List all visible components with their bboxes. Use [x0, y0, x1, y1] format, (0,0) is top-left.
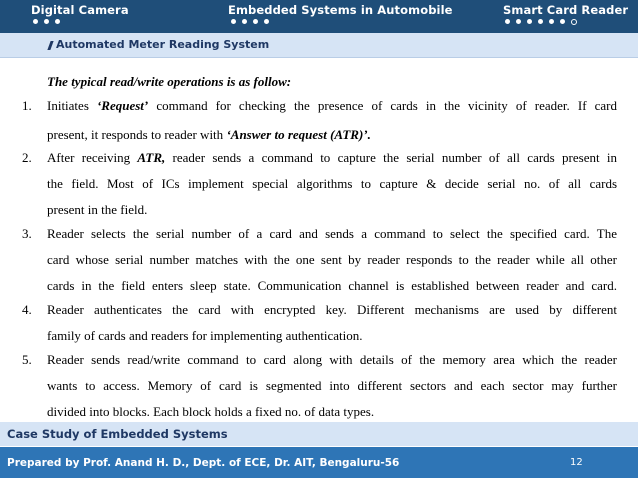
- item-number: 3.: [22, 226, 32, 241]
- subsection-title: Automated Meter Reading System: [56, 38, 270, 51]
- text-run: command for checking the presence of cards in the vicinity of reader. If card: [148, 98, 617, 113]
- item-number: 1.: [22, 98, 32, 113]
- slide-progress-dots: [33, 19, 60, 24]
- progress-dot[interactable]: [549, 19, 554, 24]
- slide-progress-dots: [231, 19, 269, 24]
- item-line: Reader selects the serial number of a card and sends a command to select the specified card. The: [47, 226, 617, 241]
- item-line: divided into blocks. Each block holds a fixed no. of data types.: [47, 404, 375, 419]
- item-line: cards in the field enters sleep state. Communication channel is established between reader and card.: [47, 278, 617, 293]
- progress-dot[interactable]: [560, 19, 565, 24]
- nav-section-title: Digital Camera: [31, 3, 129, 17]
- progress-dot[interactable]: [231, 19, 236, 24]
- progress-dot[interactable]: [55, 19, 60, 24]
- nav-section-title: Embedded Systems in Automobile: [228, 3, 453, 17]
- nav-section-smart-card-reader[interactable]: [490, 0, 638, 33]
- emphasis-text: ATR,: [137, 150, 166, 165]
- item-number: 2.: [22, 150, 32, 165]
- progress-dot[interactable]: [242, 19, 247, 24]
- page-number: 12: [570, 457, 583, 468]
- text-run: Initiates: [47, 98, 97, 113]
- nav-section-digital-camera[interactable]: [0, 0, 200, 33]
- case-study-bar: [0, 422, 638, 446]
- item-number: 5.: [22, 352, 32, 367]
- progress-dot[interactable]: [33, 19, 38, 24]
- item-line: family of cards and readers for implementing authentication.: [47, 328, 363, 343]
- item-line: [47, 98, 617, 114]
- emphasis-text: ‘Answer to request (ATR)’.: [226, 127, 371, 142]
- footer-bar: [0, 447, 638, 478]
- progress-dot[interactable]: [505, 19, 510, 24]
- case-study-title: Case Study of Embedded Systems: [7, 427, 228, 441]
- slide-progress-dots: [505, 19, 577, 25]
- item-line: [47, 150, 617, 166]
- item-line: Reader sends read/write command to card along with details of the memory area which the reader: [47, 352, 617, 367]
- progress-dot[interactable]: [44, 19, 49, 24]
- emphasis-text: ‘Request’: [96, 98, 149, 113]
- top-navigation-bar: [0, 0, 638, 33]
- item-number: 4.: [22, 302, 32, 317]
- item-line: the field. Most of ICs implement special algorithms to capture & decide serial no. of all cards: [47, 176, 617, 191]
- item-line: Reader authenticates the card with encrypted key. Different mechanisms are used by different: [47, 302, 617, 317]
- text-run: After receiving: [47, 150, 138, 165]
- progress-dot[interactable]: [538, 19, 543, 24]
- intro-heading: The typical read/write operations is as follow:: [47, 74, 292, 89]
- item-line: present in the field.: [47, 202, 148, 217]
- item-line: card whose serial number matches with the one sent by reader responds to the reader while all other: [47, 252, 617, 267]
- current-progress-dot[interactable]: [571, 19, 577, 25]
- progress-dot[interactable]: [253, 19, 258, 24]
- author-credit: Prepared by Prof. Anand H. D., Dept. of ECE, Dr. AIT, Bengaluru-56: [7, 457, 400, 469]
- progress-dot[interactable]: [264, 19, 269, 24]
- text-run: reader sends a command to capture the serial number of all cards present in: [165, 150, 617, 165]
- item-line: [47, 127, 371, 143]
- nav-section-embedded-systems-in-automobile[interactable]: [200, 0, 490, 33]
- item-line: wants to access. Memory of card is segmented into different sectors and each sector may further: [47, 378, 617, 393]
- text-run: present, it responds to reader with: [47, 127, 227, 142]
- subsection-header: [0, 33, 638, 58]
- progress-dot[interactable]: [516, 19, 521, 24]
- subsection-marker-icon: [47, 41, 53, 50]
- progress-dot[interactable]: [527, 19, 532, 24]
- nav-section-title: Smart Card Reader: [503, 3, 629, 17]
